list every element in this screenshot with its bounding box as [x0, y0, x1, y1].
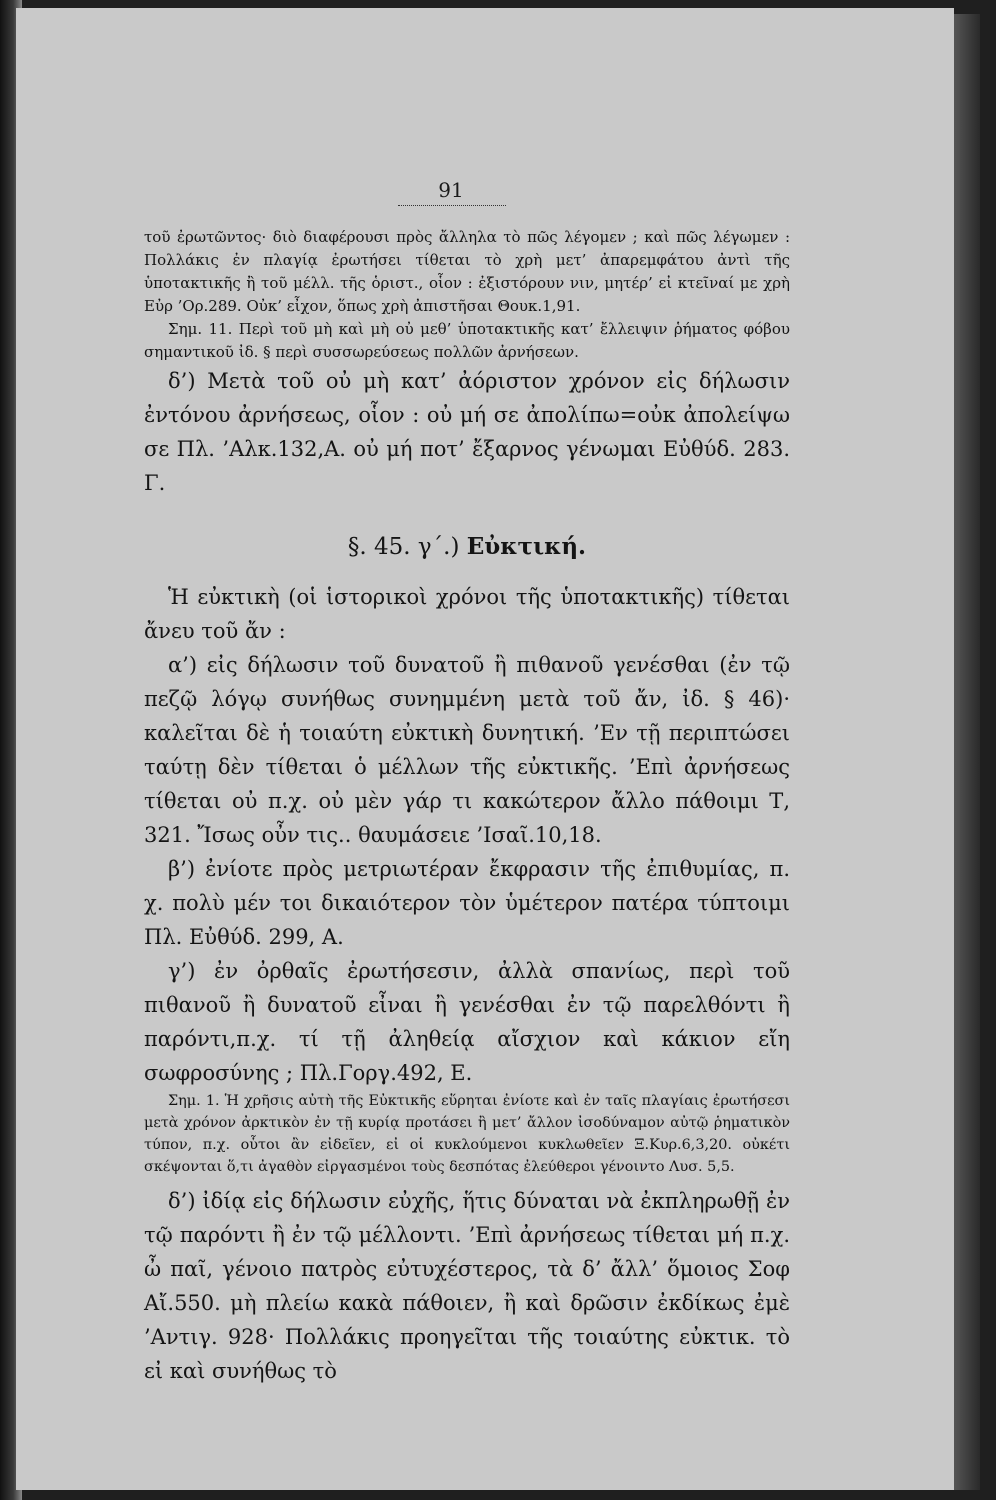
paragraph-beta: β’) ἐνίοτε πρὸς μετριωτέραν ἔκφρασιν τῆς ἐπιθυμίας, π. χ. πολὺ μέν τοι δικαιότερον τὸν ὑμέτερον πατέρα τύπτοιμι Πλ. Εὐθύδ. 299, Α. [144, 857, 790, 949]
page-number-rule [398, 205, 506, 206]
section-title: Εὐκτική. [466, 533, 587, 560]
paragraph-delta-2: δ’) ἰδίᾳ εἰς δήλωσιν εὐχῆς, ἥτις δύναται νὰ ἐκπληρωθῇ ἐν τῷ παρόντι ἢ ἐν τῷ μέλλοντι. ’Επὶ ἀρνήσεως τίθεται μή π.χ. ὦ παῖ, γένοιο πατρὸς εὐτυχέστερος, τὰ δ’ ἄλλ’ ὅμοιος Σοφ Αἴ.550. μὴ πλείω κακὰ πάθοιεν, ἢ καὶ δρῶσιν ἐκδίκως ἐμὲ ’Αντιγ. 928· Πολλάκις προηγεῖται τῆς τοιαύτης εὐκτικ. τὸ εἰ καὶ συνήθως τὸ [144, 1189, 790, 1383]
paragraph-delta: δ’) Μετὰ τοῦ οὐ μὴ κατ’ ἀόριστον χρόνον εἰς δήλωσιν ἐντόνου ἀρνήσεως, οἷον : οὐ μή σε ἀπολίπω=οὐκ ἀπολείψω σε Πλ. ’Αλκ.132,Α. οὐ μή ποτ’ ἔξαρνος γένωμαι Εὐθύδ. 283. Γ. [144, 369, 790, 495]
page-number: 91 [438, 178, 464, 202]
paragraph-intro: Ἡ εὐκτικὴ (οἱ ἱστορικοὶ χρόνοι τῆς ὑποτακτικῆς) τίθεται ἄνευ τοῦ ἄν : [144, 585, 790, 643]
note-11: Σημ. 11. Περὶ τοῦ μὴ καὶ μὴ οὐ μεθ’ ὑποτακτικῆς κατ’ ἔλλειψιν ῥήματος φόβου σημαντικοῦ ἰδ. § περὶ συσσωρεύσεως πολλῶν ἀρνήσεων. [144, 320, 790, 361]
note-1: Σημ. 1. Ἡ χρῆσις αὐτὴ τῆς Εὐκτικῆς εὕρηται ἐνίοτε καὶ ἐν ταῖς πλαγίαις ἐρωτήσεσι μετὰ χρόνον ἀρκτικὸν ἐν τῇ κυρίᾳ προτάσει ἢ μετ’ ἄλλον ἰσοδύναμον αὐτῷ ῥηματικὸν τύπον, π.χ. οὗτοι ἂν εἰδεῖεν, εἰ οἱ κυκλούμενοι κυκλωθεῖεν Ξ.Κυρ.6,3,20. οὐκέτι σκέψονται ὅ,τι ἀγαθὸν εἰργασμένοι τοὺς δεσπότας ἐλεύθεροι γένοιντο Λυσ. 5,5. [144, 1093, 790, 1175]
book-page [16, 8, 954, 1490]
section-number: §. 45. γ΄.) [347, 534, 460, 560]
paragraph-continuation: τοῦ ἐρωτῶντος· διὸ διαφέρουσι πρὸς ἄλληλα τὸ πῶς λέγομεν ; καὶ πῶς λέγωμεν : Πολλάκις ἐν πλαγίᾳ ἐρωτήσει τίθεται τὸ χρὴ μετ’ ἀπαρεμφάτου ἀντὶ τῆς ὑποτακτικῆς ἢ τοῦ μέλλ. τῆς ὁριστ., οἷον : ἐξιστόρουν νιν, μητέρ’ εἰ κτεῖναί με χρὴ Εὐρ ’Ορ.289. Οὐκ’ εἶχον, ὅπως χρὴ ἀπιστῆσαι Θουκ.1,91. [144, 228, 790, 315]
paragraph-gamma: γ’) ἐν ὀρθαῖς ἐρωτήσεσιν, ἀλλὰ σπανίως, περὶ τοῦ πιθανοῦ ἢ δυνατοῦ εἶναι ἢ γενέσθαι ἐν τῷ παρελθόντι ἢ παρόντι,π.χ. τί τῇ ἀληθείᾳ αἴσχιον καὶ κάκιον εἴη σωφροσύνης ; Πλ.Γοργ.492, Ε. [144, 959, 790, 1085]
paragraph-alpha: α’) εἰς δήλωσιν τοῦ δυνατοῦ ἢ πιθανοῦ γενέσθαι (ἐν τῷ πεζῷ λόγῳ συνήθως συνημμένη μετὰ τοῦ ἄν, ἰδ. § 46)· καλεῖται δὲ ἡ τοιαύτη εὐκτικὴ δυνητική. ’Εν τῇ περιπτώσει ταύτῃ δὲν τίθεται ὁ μέλλων τῆς εὐκτικῆς. ’Επὶ ἀρνήσεως τίθεται οὐ π.χ. οὐ μὲν γάρ τι κακώτερον ἄλλο πάθοιμι Τ, 321. Ἴσως οὖν τις.. θαυμάσειε ’Ισαῖ.10,18. [144, 653, 790, 847]
section-heading [144, 530, 790, 564]
page-edge-shadow [954, 14, 980, 1490]
page-body [144, 226, 790, 1388]
